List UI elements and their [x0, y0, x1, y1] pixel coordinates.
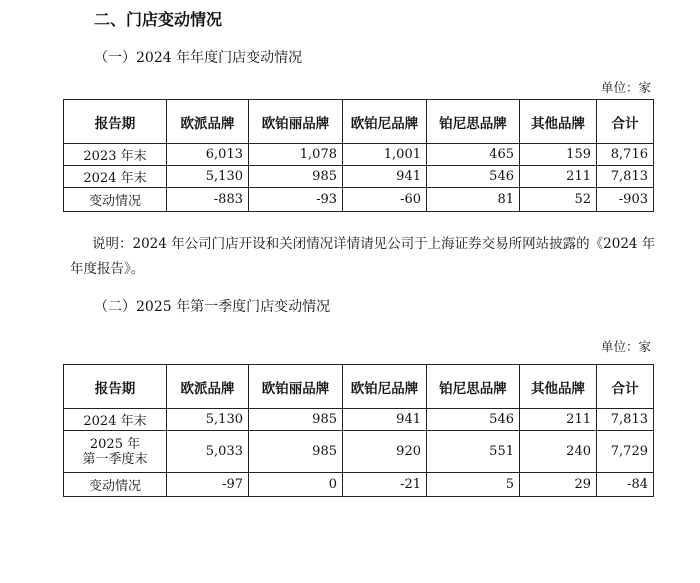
table-cell: -903	[597, 188, 654, 212]
table-header-row	[64, 100, 654, 144]
store-table-2024	[63, 99, 654, 212]
table-row	[64, 188, 654, 212]
table-row	[64, 144, 654, 166]
header-cell: 欧派品牌	[167, 365, 249, 409]
header-cell: 合计	[597, 100, 654, 144]
header-cell: 其他品牌	[520, 100, 597, 144]
table-row	[64, 166, 654, 188]
table-cell: 985	[249, 166, 343, 188]
table-cell: 81	[427, 188, 520, 212]
table-cell: 5	[427, 473, 520, 497]
table-cell: 985	[249, 409, 343, 431]
table-row	[64, 431, 654, 473]
table-cell: 5,130	[167, 409, 249, 431]
table-cell: 1,001	[343, 144, 427, 166]
table-cell: 240	[520, 431, 597, 473]
table-header-row	[64, 365, 654, 409]
header-cell: 欧铂丽品牌	[249, 100, 343, 144]
header-cell: 其他品牌	[520, 365, 597, 409]
row-label-line1: 2025 年	[89, 436, 141, 452]
table-cell: 546	[427, 409, 520, 431]
table-cell: 7,729	[597, 431, 654, 473]
table-cell: 546	[427, 166, 520, 188]
note-paragraph: 说明：2024 年公司门店开设和关闭情况详情请见公司于上海证券交易所网站披露的《2024 年年度报告》。	[70, 236, 656, 277]
header-cell: 报告期	[64, 100, 167, 144]
table-cell: -883	[167, 188, 249, 212]
table-cell: -21	[343, 473, 427, 497]
table-cell: 8,716	[597, 144, 654, 166]
header-cell: 报告期	[64, 365, 167, 409]
table-row	[64, 473, 654, 497]
row-label: 2024 年末	[64, 166, 167, 188]
table-cell: 211	[520, 166, 597, 188]
header-cell: 欧铂丽品牌	[249, 365, 343, 409]
table-cell: 5,033	[167, 431, 249, 473]
table-row	[64, 409, 654, 431]
table-cell: 465	[427, 144, 520, 166]
row-label: 变动情况	[64, 473, 167, 497]
unit-label-2: 单位：家	[601, 339, 652, 354]
table-cell: -84	[597, 473, 654, 497]
row-label: 变动情况	[64, 188, 167, 212]
table-cell: 159	[520, 144, 597, 166]
header-cell: 欧派品牌	[167, 100, 249, 144]
table-cell: 7,813	[597, 409, 654, 431]
header-cell: 欧铂尼品牌	[343, 100, 427, 144]
section-title: 二、门店变动情况	[94, 10, 223, 29]
table-cell: -93	[249, 188, 343, 212]
store-table-2025q1	[63, 364, 654, 497]
header-cell: 合计	[597, 365, 654, 409]
table-cell: 941	[343, 409, 427, 431]
table-cell: 551	[427, 431, 520, 473]
row-label	[64, 431, 167, 473]
table-cell: 29	[520, 473, 597, 497]
header-cell: 欧铂尼品牌	[343, 365, 427, 409]
table-cell: -97	[167, 473, 249, 497]
table-cell: 7,813	[597, 166, 654, 188]
table-cell: 211	[520, 409, 597, 431]
table-cell: 52	[520, 188, 597, 212]
row-label: 2024 年末	[64, 409, 167, 431]
table-cell: 0	[249, 473, 343, 497]
subsection-title-2025q1: （二）2025 年第一季度门店变动情况	[94, 299, 331, 315]
table-cell: -60	[343, 188, 427, 212]
table-cell: 6,013	[167, 144, 249, 166]
table-cell: 1,078	[249, 144, 343, 166]
unit-label-1: 单位：家	[601, 80, 652, 95]
row-label-line2: 第一季度末	[82, 451, 148, 467]
subsection-title-2024: （一）2024 年年度门店变动情况	[94, 50, 303, 66]
table-cell: 5,130	[167, 166, 249, 188]
table-cell: 985	[249, 431, 343, 473]
row-label: 2023 年末	[64, 144, 167, 166]
table-cell: 941	[343, 166, 427, 188]
header-cell: 铂尼思品牌	[427, 100, 520, 144]
header-cell: 铂尼思品牌	[427, 365, 520, 409]
table-cell: 920	[343, 431, 427, 473]
